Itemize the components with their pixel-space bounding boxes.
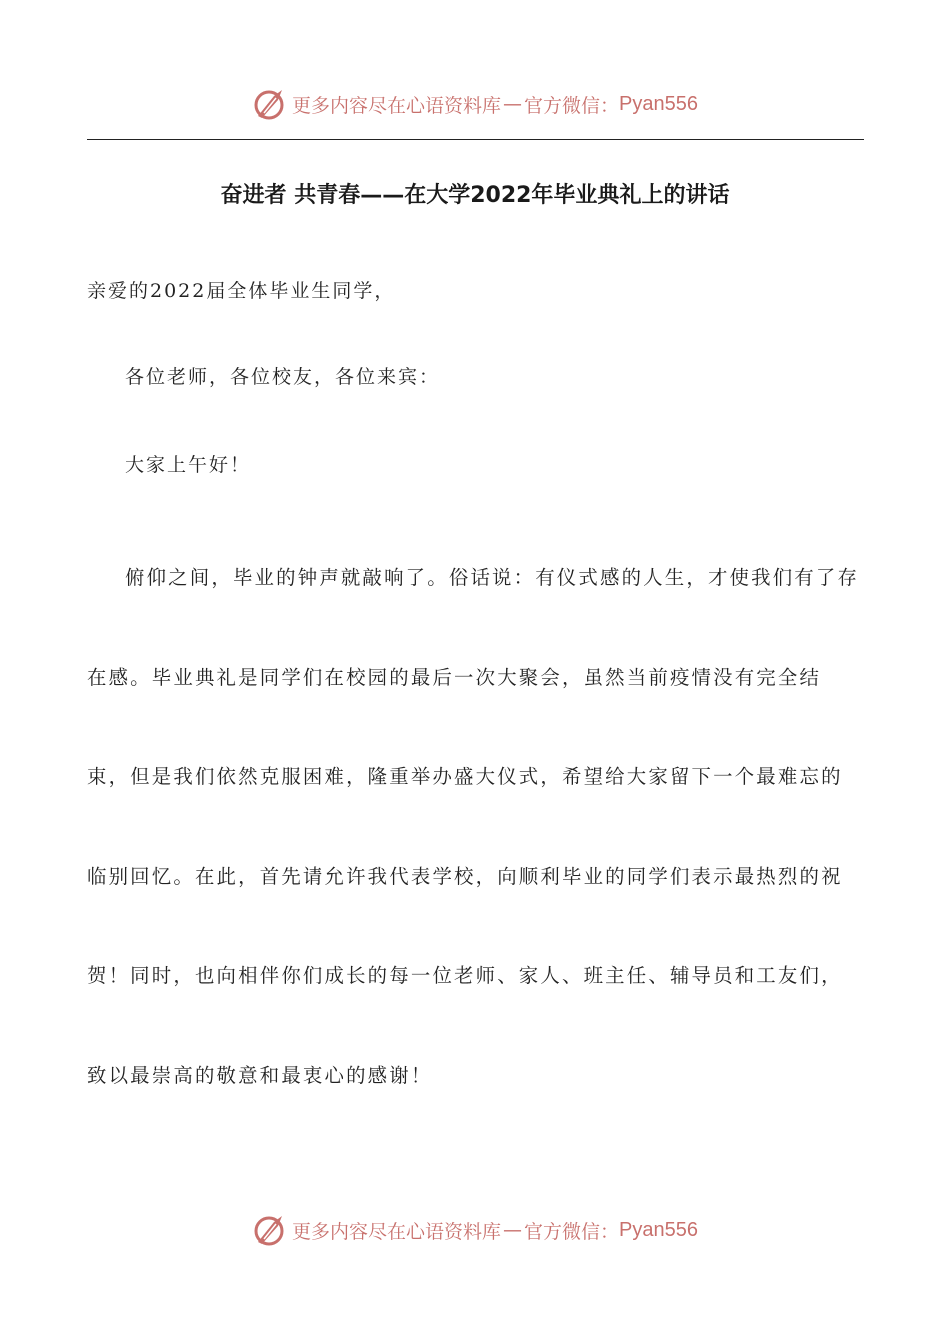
pen-nib-logo-icon: [252, 86, 288, 122]
header-dash: —: [503, 93, 523, 115]
salutation-guests: 各位老师，各位校友，各位来宾：: [125, 366, 441, 388]
greeting: 大家上午好！: [125, 454, 252, 476]
footer-dash: —: [503, 1219, 523, 1241]
header-promo-text: 更多内容尽在心语资料库: [292, 94, 502, 117]
header-divider: [87, 139, 864, 140]
footer-banner: [0, 1210, 950, 1250]
footer-wechat-id: Pyan556: [619, 1218, 698, 1241]
document-title: 奋进者 共青春——在大学2022年毕业典礼上的讲话: [220, 183, 730, 208]
header-wechat-id: Pyan556: [619, 92, 698, 115]
pen-nib-logo-icon: [252, 1212, 288, 1248]
header-wechat-label: 官方微信：: [524, 94, 620, 117]
body-paragraph: 俯仰之间，毕业的钟声就敲响了。俗话说：有仪式感的人生，才使我们有了存在感。毕业典礼是同学们在校园的最后一次大聚会，虽然当前疫情没有完全结束，但是我们依然克服困难，隆重举办盛大仪式，希望给大家留下一个最难忘的临别回忆。在此，首先请允许我代表学校，向顺利毕业的同学们表示最热烈的祝贺！同时，也向相伴你们成长的每一位老师、家人、班主任、辅导员和工友们，致以最崇高的敬意和最衷心的感谢！: [87, 566, 860, 1087]
salutation-students: 亲爱的2022届全体毕业生同学，: [87, 280, 396, 302]
header-banner: [0, 84, 950, 124]
footer-wechat-label: 官方微信：: [524, 1220, 620, 1243]
footer-promo-text: 更多内容尽在心语资料库: [292, 1220, 502, 1243]
